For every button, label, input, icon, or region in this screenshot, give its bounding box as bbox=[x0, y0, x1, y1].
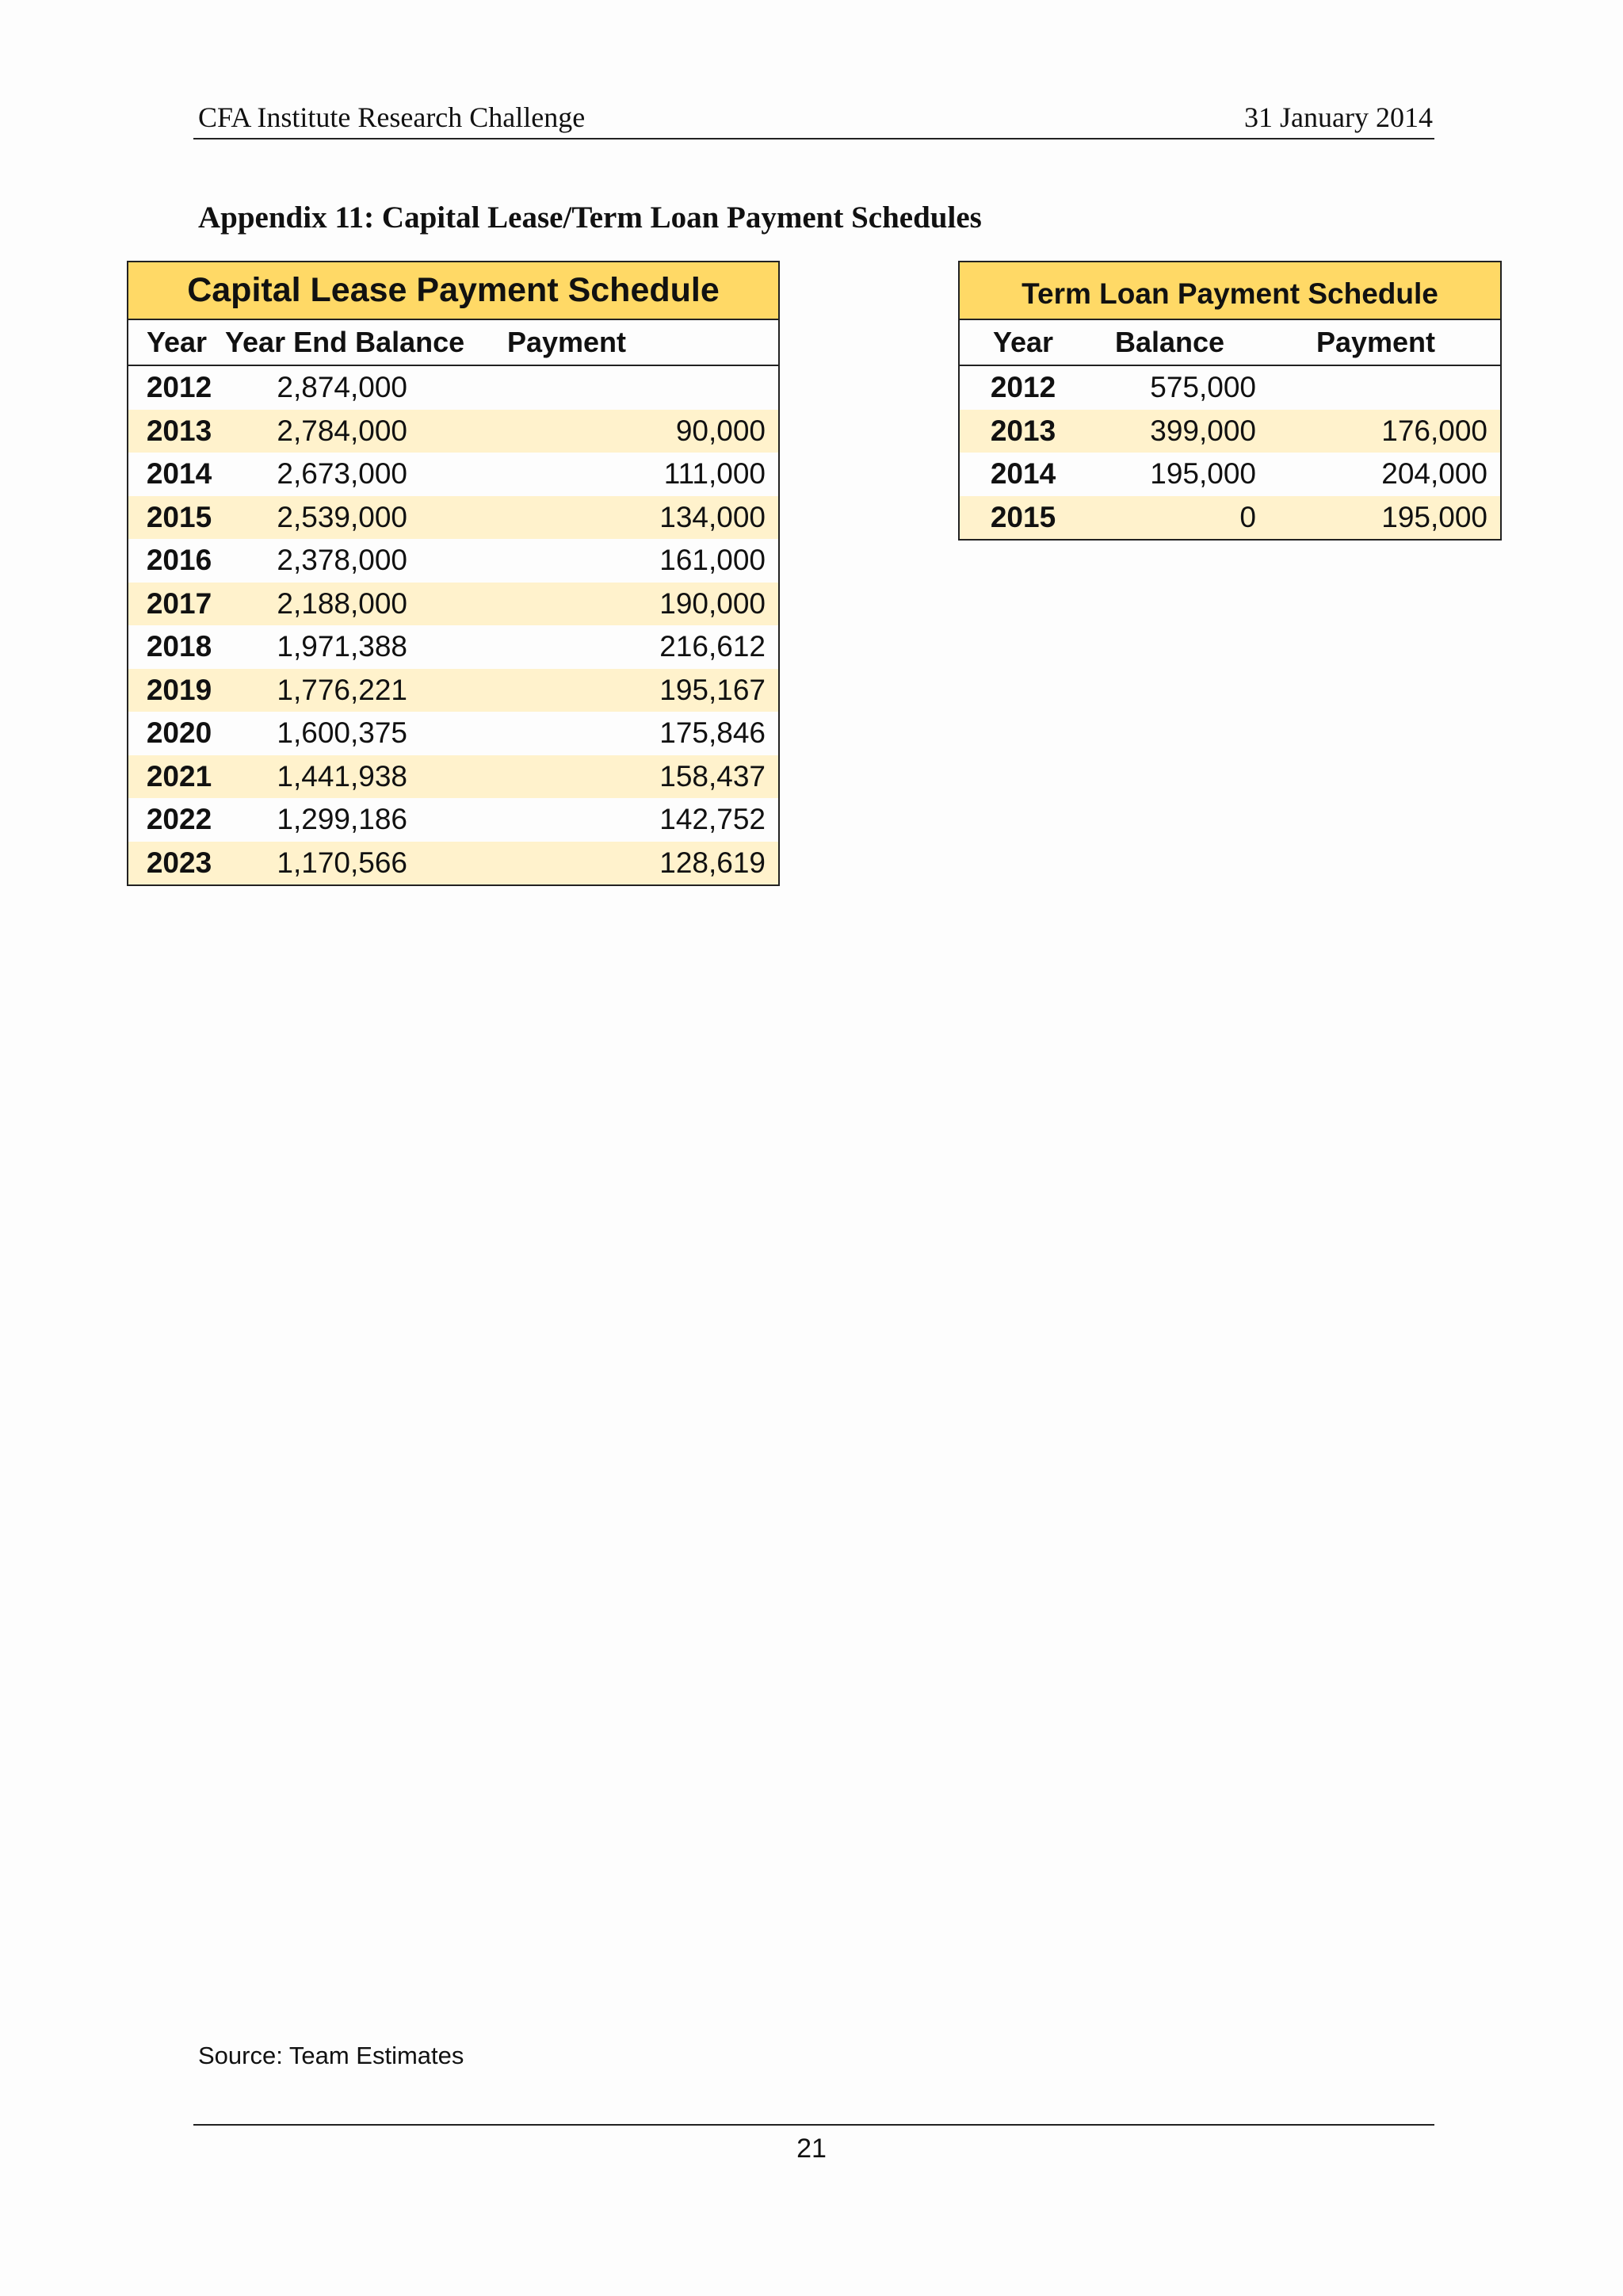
year-cell: 2023 bbox=[146, 846, 212, 879]
header-divider bbox=[193, 138, 1434, 139]
column-header-payment: Payment bbox=[506, 326, 627, 358]
year-cell: 2014 bbox=[146, 457, 212, 491]
balance-cell: 1,170,566 bbox=[277, 846, 407, 879]
balance-cell: 1,441,938 bbox=[277, 759, 407, 793]
year-cell: 2015 bbox=[146, 500, 212, 533]
balance-cell: 0 bbox=[1239, 500, 1256, 533]
capital-lease-table-title: Capital Lease Payment Schedule bbox=[128, 262, 778, 320]
column-header-balance: Balance bbox=[1114, 326, 1225, 358]
balance-cell: 195,000 bbox=[1150, 457, 1256, 491]
payment-cell: 190,000 bbox=[659, 586, 766, 620]
balance-cell: 1,971,388 bbox=[277, 630, 407, 663]
table-row bbox=[128, 712, 778, 755]
year-cell: 2014 bbox=[990, 457, 1056, 491]
capital-lease-table-body bbox=[128, 366, 778, 884]
balance-cell: 575,000 bbox=[1150, 371, 1256, 404]
capital-lease-header-row bbox=[128, 320, 778, 366]
payment-cell: 128,619 bbox=[659, 846, 766, 879]
payment-cell: 134,000 bbox=[659, 500, 766, 533]
table-row bbox=[128, 539, 778, 583]
payment-cell: 90,000 bbox=[675, 414, 766, 447]
term-loan-table bbox=[958, 261, 1502, 541]
balance-cell: 2,188,000 bbox=[277, 586, 407, 620]
payment-cell: 195,000 bbox=[1381, 500, 1487, 533]
table-row bbox=[128, 496, 778, 540]
document-header-date: 31 January 2014 bbox=[1244, 101, 1433, 133]
balance-cell: 2,874,000 bbox=[277, 371, 407, 404]
payment-cell: 175,846 bbox=[659, 716, 766, 750]
term-loan-header-row bbox=[960, 320, 1500, 366]
balance-cell: 2,784,000 bbox=[277, 414, 407, 447]
payment-cell: 216,612 bbox=[659, 630, 766, 663]
year-cell: 2013 bbox=[990, 414, 1056, 447]
table-row bbox=[960, 410, 1500, 453]
payment-cell: 142,752 bbox=[659, 803, 766, 836]
capital-lease-table bbox=[127, 261, 780, 886]
year-cell: 2013 bbox=[146, 414, 212, 447]
table-row bbox=[128, 755, 778, 799]
year-cell: 2021 bbox=[146, 759, 212, 793]
table-row bbox=[128, 583, 778, 626]
payment-cell: 195,167 bbox=[659, 673, 766, 706]
year-cell: 2015 bbox=[990, 500, 1056, 533]
payment-cell: 176,000 bbox=[1381, 414, 1487, 447]
table-row bbox=[960, 366, 1500, 410]
payment-cell: 204,000 bbox=[1381, 457, 1487, 491]
year-cell: 2017 bbox=[146, 586, 212, 620]
balance-cell: 1,299,186 bbox=[277, 803, 407, 836]
year-cell: 2016 bbox=[146, 544, 212, 577]
balance-cell: 2,673,000 bbox=[277, 457, 407, 491]
table-row bbox=[960, 496, 1500, 540]
year-cell: 2018 bbox=[146, 630, 212, 663]
year-cell: 2012 bbox=[146, 371, 212, 404]
table-row bbox=[128, 410, 778, 453]
table-row bbox=[128, 366, 778, 410]
table-row bbox=[128, 842, 778, 885]
table-row bbox=[960, 453, 1500, 496]
year-cell: 2022 bbox=[146, 803, 212, 836]
payment-cell: 161,000 bbox=[659, 544, 766, 577]
table-row bbox=[128, 798, 778, 842]
payment-cell: 158,437 bbox=[659, 759, 766, 793]
column-header-year-end-balance: Year End Balance bbox=[225, 326, 465, 358]
balance-cell: 1,600,375 bbox=[277, 716, 407, 750]
year-cell: 2019 bbox=[146, 673, 212, 706]
source-note: Source: Team Estimates bbox=[198, 2042, 464, 2069]
balance-cell: 399,000 bbox=[1150, 414, 1256, 447]
column-header-payment: Payment bbox=[1316, 326, 1436, 358]
balance-cell: 2,378,000 bbox=[277, 544, 407, 577]
appendix-heading: Appendix 11: Capital Lease/Term Loan Payment Schedules bbox=[198, 201, 982, 235]
table-row bbox=[128, 669, 778, 712]
year-cell: 2012 bbox=[990, 371, 1056, 404]
table-row bbox=[128, 453, 778, 496]
document-header-title: CFA Institute Research Challenge bbox=[198, 101, 586, 133]
table-row bbox=[128, 625, 778, 669]
balance-cell: 2,539,000 bbox=[277, 500, 407, 533]
column-header-year: Year bbox=[992, 326, 1054, 358]
year-cell: 2020 bbox=[146, 716, 212, 750]
column-header-year: Year bbox=[146, 326, 208, 358]
payment-cell: 111,000 bbox=[663, 457, 766, 491]
footer-divider bbox=[193, 2124, 1434, 2126]
balance-cell: 1,776,221 bbox=[277, 673, 407, 706]
term-loan-table-title: Term Loan Payment Schedule bbox=[960, 262, 1500, 320]
page-number: 21 bbox=[796, 2134, 827, 2164]
term-loan-table-body bbox=[960, 366, 1500, 539]
